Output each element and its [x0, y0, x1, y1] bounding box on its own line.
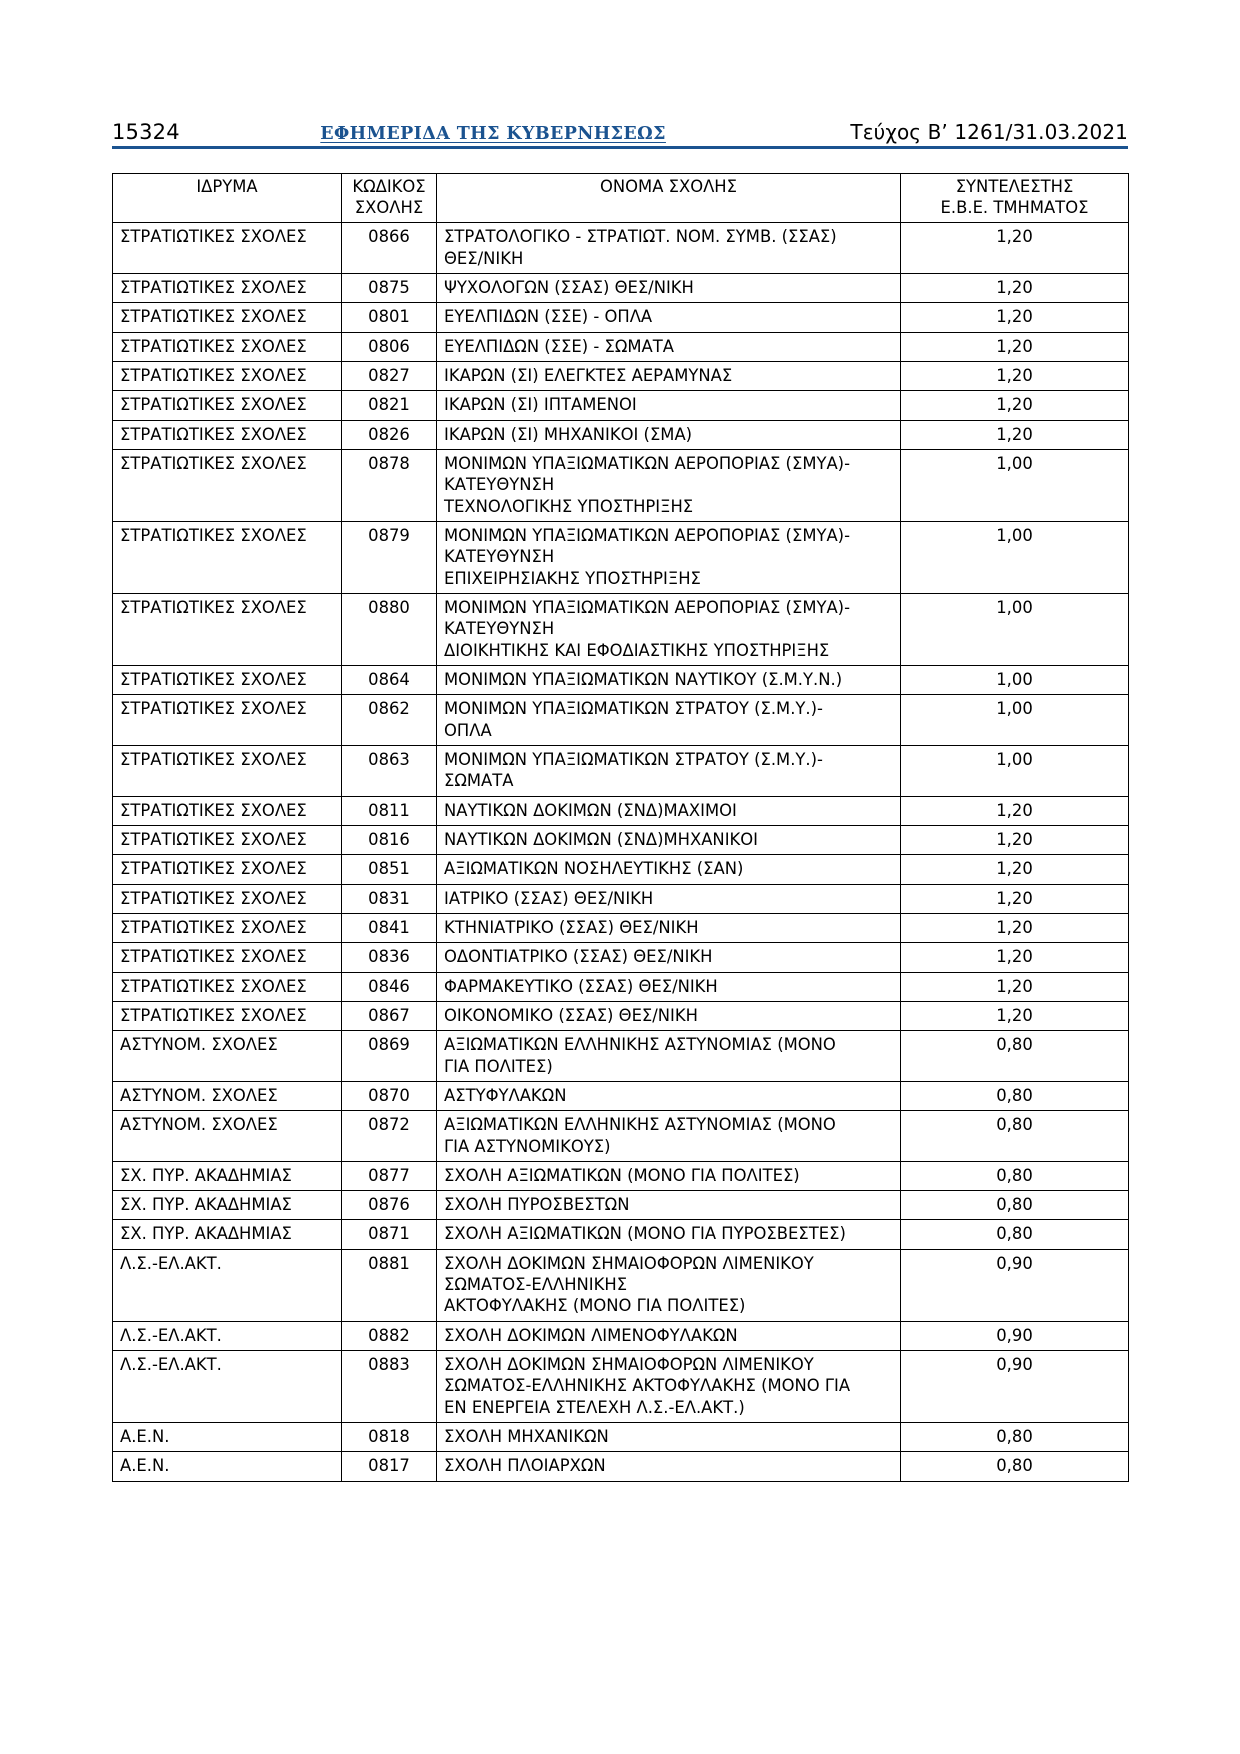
cell-school-code: 0816 — [342, 825, 437, 854]
table-header-row — [113, 174, 1129, 223]
cell-school-code: 0864 — [342, 665, 437, 694]
cell-school-name — [437, 972, 901, 1001]
cell-institution: ΣΤΡΑΤΙΩΤΙΚΕΣ ΣΧΟΛΕΣ — [113, 361, 342, 390]
table-row — [113, 521, 1129, 593]
cell-school-name-line: ΟΙΚΟΝΟΜΙΚΟ (ΣΣΑΣ) ΘΕΣ/ΝΙΚΗ — [444, 1005, 698, 1025]
cell-school-name-line: ΟΠΛΑ — [444, 720, 492, 740]
cell-school-code: 0876 — [342, 1191, 437, 1220]
cell-school-name-line: ΣΤΡΑΤΟΛΟΓΙΚΟ - ΣΤΡΑΤΙΩΤ. ΝΟΜ. ΣΥΜΒ. (ΣΣΑΣ) — [444, 227, 837, 247]
cell-institution: ΣΤΡΑΤΙΩΤΙΚΕΣ ΣΧΟΛΕΣ — [113, 913, 342, 942]
cell-institution: Α.Ε.Ν. — [113, 1423, 342, 1452]
cell-coefficient: 1,20 — [901, 332, 1129, 361]
table-row — [113, 1161, 1129, 1190]
cell-institution: ΣΤΡΑΤΙΩΤΙΚΕΣ ΣΧΟΛΕΣ — [113, 1001, 342, 1030]
schools-table — [112, 173, 1129, 1482]
table-row — [113, 223, 1129, 274]
cell-school-code: 0841 — [342, 913, 437, 942]
cell-school-name-line: ΚΑΤΕΥΘΥΝΣΗ — [444, 475, 555, 495]
column-header-school-code-line2: ΣΧΟΛΗΣ — [354, 197, 424, 217]
column-header-coefficient-line2: Ε.Β.Ε. ΤΜΗΜΑΤΟΣ — [940, 197, 1089, 217]
table-row — [113, 1321, 1129, 1350]
cell-coefficient: 1,20 — [901, 274, 1129, 303]
cell-school-name — [437, 796, 901, 825]
cell-school-name — [437, 593, 901, 665]
cell-institution: ΣΤΡΑΤΙΩΤΙΚΕΣ ΣΧΟΛΕΣ — [113, 825, 342, 854]
cell-school-name-line: ΙΚΑΡΩΝ (ΣΙ) ΜΗΧΑΝΙΚΟΙ (ΣΜΑ) — [444, 424, 693, 444]
cell-institution: ΣΤΡΑΤΙΩΤΙΚΕΣ ΣΧΟΛΕΣ — [113, 391, 342, 420]
cell-school-name-line: ΨΥΧΟΛΟΓΩΝ (ΣΣΑΣ) ΘΕΣ/ΝΙΚΗ — [444, 278, 694, 297]
table-row — [113, 1351, 1129, 1423]
cell-school-name-line: ΣΧΟΛΗ ΠΛΟΙΑΡΧΩΝ — [444, 1456, 606, 1476]
cell-school-name — [437, 1321, 901, 1350]
table-row — [113, 1081, 1129, 1110]
table-row — [113, 1220, 1129, 1249]
cell-school-code: 0867 — [342, 1001, 437, 1030]
cell-school-name — [437, 391, 901, 420]
cell-institution: ΑΣΤΥΝΟΜ. ΣΧΟΛΕΣ — [113, 1031, 342, 1082]
cell-school-code: 0880 — [342, 593, 437, 665]
cell-school-name-line: ΣΧΟΛΗ ΔΟΚΙΜΩΝ ΛΙΜΕΝΟΦΥΛΑΚΩΝ — [444, 1325, 738, 1345]
cell-school-name-line: ΝΑΥΤΙΚΩΝ ΔΟΚΙΜΩΝ (ΣΝΔ)ΜΑΧΙΜΟΙ — [444, 800, 737, 820]
cell-institution: Λ.Σ.-ΕΛ.ΑΚΤ. — [113, 1351, 342, 1423]
cell-school-name-line: ΔΙΟΙΚΗΤΙΚΗΣ ΚΑΙ ΕΦΟΔΙΑΣΤΙΚΗΣ ΥΠΟΣΤΗΡΙΞΗΣ — [444, 640, 830, 660]
table-row — [113, 913, 1129, 942]
cell-coefficient: 1,20 — [901, 825, 1129, 854]
cell-institution: ΣΤΡΑΤΙΩΤΙΚΕΣ ΣΧΟΛΕΣ — [113, 332, 342, 361]
cell-coefficient: 1,00 — [901, 695, 1129, 746]
cell-school-name-line: ΜΟΝΙΜΩΝ ΥΠΑΞΙΩΜΑΤΙΚΩΝ ΑΕΡΟΠΟΡΙΑΣ (ΣΜΥΑ)- — [444, 453, 850, 473]
cell-institution: ΣΤΡΑΤΙΩΤΙΚΕΣ ΣΧΟΛΕΣ — [113, 274, 342, 303]
cell-school-name — [437, 449, 901, 521]
cell-school-name-line: ΣΧΟΛΗ ΜΗΧΑΝΙΚΩΝ — [444, 1427, 609, 1447]
cell-coefficient: 1,20 — [901, 913, 1129, 942]
cell-school-name — [437, 274, 901, 303]
cell-school-code: 0883 — [342, 1351, 437, 1423]
cell-school-name-line: ΝΑΥΤΙΚΩΝ ΔΟΚΙΜΩΝ (ΣΝΔ)ΜΗΧΑΝΙΚΟΙ — [444, 829, 759, 849]
cell-school-name — [437, 1001, 901, 1030]
cell-school-name-line: ΑΞΙΩΜΑΤΙΚΩΝ ΕΛΛΗΝΙΚΗΣ ΑΣΤΥΝΟΜΙΑΣ (ΜΟΝΟ — [444, 1115, 836, 1135]
table-row — [113, 449, 1129, 521]
cell-institution: ΣΤΡΑΤΙΩΤΙΚΕΣ ΣΧΟΛΕΣ — [113, 449, 342, 521]
cell-school-name — [437, 665, 901, 694]
cell-school-name-line: ΑΣΤΥΦΥΛΑΚΩΝ — [444, 1085, 567, 1105]
cell-school-name — [437, 913, 901, 942]
cell-school-name — [437, 1031, 901, 1082]
cell-school-name — [437, 745, 901, 796]
cell-coefficient: 1,20 — [901, 1001, 1129, 1030]
cell-school-name — [437, 1249, 901, 1321]
cell-institution: ΣΤΡΑΤΙΩΤΙΚΕΣ ΣΧΟΛΕΣ — [113, 420, 342, 449]
cell-coefficient: 0,80 — [901, 1161, 1129, 1190]
cell-coefficient: 0,90 — [901, 1351, 1129, 1423]
cell-school-name — [437, 521, 901, 593]
cell-institution: ΣΤΡΑΤΙΩΤΙΚΕΣ ΣΧΟΛΕΣ — [113, 665, 342, 694]
cell-institution: Λ.Σ.-ΕΛ.ΑΚΤ. — [113, 1249, 342, 1321]
cell-institution: ΑΣΤΥΝΟΜ. ΣΧΟΛΕΣ — [113, 1081, 342, 1110]
cell-institution: ΣΤΡΑΤΙΩΤΙΚΕΣ ΣΧΟΛΕΣ — [113, 745, 342, 796]
cell-institution: ΣΤΡΑΤΙΩΤΙΚΕΣ ΣΧΟΛΕΣ — [113, 223, 342, 274]
cell-school-code: 0878 — [342, 449, 437, 521]
cell-coefficient: 1,20 — [901, 303, 1129, 332]
cell-school-name — [437, 361, 901, 390]
cell-institution: Λ.Σ.-ΕΛ.ΑΚΤ. — [113, 1321, 342, 1350]
cell-coefficient: 1,00 — [901, 521, 1129, 593]
cell-school-name-line: ΙΚΑΡΩΝ (ΣΙ) ΙΠΤΑΜΕΝΟΙ — [444, 395, 637, 415]
cell-coefficient: 1,00 — [901, 449, 1129, 521]
cell-coefficient: 0,90 — [901, 1321, 1129, 1350]
cell-school-code: 0862 — [342, 695, 437, 746]
table-row — [113, 274, 1129, 303]
cell-coefficient: 1,20 — [901, 796, 1129, 825]
cell-coefficient: 1,20 — [901, 420, 1129, 449]
cell-school-name — [437, 1423, 901, 1452]
table-row — [113, 884, 1129, 913]
cell-school-name-line: ΓΙΑ ΠΟΛΙΤΕΣ) — [444, 1056, 553, 1076]
cell-school-code: 0869 — [342, 1031, 437, 1082]
cell-coefficient: 0,80 — [901, 1191, 1129, 1220]
cell-coefficient: 0,80 — [901, 1031, 1129, 1082]
cell-school-name-line: ΟΔΟΝΤΙΑΤΡΙΚΟ (ΣΣΑΣ) ΘΕΣ/ΝΙΚΗ — [444, 947, 713, 967]
cell-school-name-line: ΣΧΟΛΗ ΑΞΙΩΜΑΤΙΚΩΝ (ΜΟΝΟ ΓΙΑ ΠΥΡΟΣΒΕΣΤΕΣ) — [444, 1224, 846, 1244]
cell-school-name-line: ΜΟΝΙΜΩΝ ΥΠΑΞΙΩΜΑΤΙΚΩΝ ΑΕΡΟΠΟΡΙΑΣ (ΣΜΥΑ)- — [444, 597, 850, 617]
cell-school-code: 0871 — [342, 1220, 437, 1249]
cell-school-name-line: ΚΑΤΕΥΘΥΝΣΗ — [444, 619, 555, 639]
cell-institution: ΣΧ. ΠΥΡ. ΑΚΑΔΗΜΙΑΣ — [113, 1220, 342, 1249]
column-header-coefficient-line1: ΣΥΝΤΕΛΕΣΤΗΣ — [955, 177, 1074, 196]
table-row — [113, 796, 1129, 825]
cell-institution: ΣΤΡΑΤΙΩΤΙΚΕΣ ΣΧΟΛΕΣ — [113, 796, 342, 825]
cell-school-code: 0818 — [342, 1423, 437, 1452]
cell-school-code: 0846 — [342, 972, 437, 1001]
table-row — [113, 1111, 1129, 1162]
cell-school-code: 0836 — [342, 943, 437, 972]
table-row — [113, 695, 1129, 746]
table-head — [113, 174, 1129, 223]
table-row — [113, 420, 1129, 449]
cell-coefficient: 1,00 — [901, 745, 1129, 796]
cell-school-name — [437, 855, 901, 884]
cell-school-code: 0872 — [342, 1111, 437, 1162]
cell-school-name-line: ΚΑΤΕΥΘΥΝΣΗ — [444, 547, 555, 567]
cell-school-name — [437, 695, 901, 746]
cell-school-name — [437, 420, 901, 449]
cell-institution: ΣΤΡΑΤΙΩΤΙΚΕΣ ΣΧΟΛΕΣ — [113, 593, 342, 665]
cell-school-name — [437, 884, 901, 913]
cell-school-name — [437, 1081, 901, 1110]
header-rule — [112, 146, 1128, 149]
table-body — [113, 223, 1129, 1481]
cell-school-code: 0863 — [342, 745, 437, 796]
cell-school-name-line: ΜΟΝΙΜΩΝ ΥΠΑΞΙΩΜΑΤΙΚΩΝ ΣΤΡΑΤΟΥ (Σ.Μ.Υ.)- — [444, 749, 823, 769]
column-header-coefficient — [901, 174, 1129, 223]
cell-school-name — [437, 332, 901, 361]
cell-school-code: 0801 — [342, 303, 437, 332]
table-row — [113, 303, 1129, 332]
cell-school-name-line: ΜΟΝΙΜΩΝ ΥΠΑΞΙΩΜΑΤΙΚΩΝ ΝΑΥΤΙΚΟΥ (Σ.Μ.Υ.Ν.) — [444, 669, 843, 689]
table-row — [113, 361, 1129, 390]
cell-school-name-line: ΤΕΧΝΟΛΟΓΙΚΗΣ ΥΠΟΣΤΗΡΙΞΗΣ — [444, 496, 694, 516]
cell-school-name-line: ΣΧΟΛΗ ΑΞΙΩΜΑΤΙΚΩΝ (ΜΟΝΟ ΓΙΑ ΠΟΛΙΤΕΣ) — [444, 1165, 800, 1185]
table-row — [113, 1031, 1129, 1082]
column-header-institution: ΙΔΡΥΜΑ — [113, 174, 342, 223]
table-row — [113, 825, 1129, 854]
cell-school-code: 0831 — [342, 884, 437, 913]
cell-school-name-line: ΕΝ ΕΝΕΡΓΕΙΑ ΣΤΕΛΕΧΗ Λ.Σ.-ΕΛ.ΑΚΤ.) — [444, 1397, 745, 1417]
cell-school-code: 0875 — [342, 274, 437, 303]
table-row — [113, 332, 1129, 361]
column-header-school-name: ΟΝΟΜΑ ΣΧΟΛΗΣ — [437, 174, 901, 223]
cell-school-name — [437, 1220, 901, 1249]
cell-school-name-line: ΑΚΤΟΦΥΛΑΚΗΣ (ΜΟΝΟ ΓΙΑ ΠΟΛΙΤΕΣ) — [444, 1296, 746, 1316]
cell-coefficient: 1,20 — [901, 361, 1129, 390]
cell-institution: ΣΤΡΑΤΙΩΤΙΚΕΣ ΣΧΟΛΕΣ — [113, 855, 342, 884]
cell-school-name-line: ΣΧΟΛΗ ΔΟΚΙΜΩΝ ΣΗΜΑΙΟΦΟΡΩΝ ΛΙΜΕΝΙΚΟΥ — [444, 1253, 814, 1273]
cell-school-name-line: ΣΧΟΛΗ ΔΟΚΙΜΩΝ ΣΗΜΑΙΟΦΟΡΩΝ ΛΙΜΕΝΙΚΟΥ — [444, 1355, 814, 1375]
cell-school-name-line: ΓΙΑ ΑΣΤΥΝΟΜΙΚΟΥΣ) — [444, 1136, 611, 1156]
table-row — [113, 855, 1129, 884]
cell-coefficient: 1,20 — [901, 391, 1129, 420]
cell-school-name-line: ΘΕΣ/ΝΙΚΗ — [444, 248, 524, 268]
cell-institution: ΣΤΡΑΤΙΩΤΙΚΕΣ ΣΧΟΛΕΣ — [113, 303, 342, 332]
cell-school-code: 0821 — [342, 391, 437, 420]
cell-coefficient: 0,80 — [901, 1111, 1129, 1162]
cell-coefficient: 0,80 — [901, 1423, 1129, 1452]
cell-coefficient: 0,80 — [901, 1452, 1129, 1481]
cell-school-name-line: ΕΠΙΧΕΙΡΗΣΙΑΚΗΣ ΥΠΟΣΤΗΡΙΞΗΣ — [444, 568, 701, 588]
cell-school-name — [437, 1191, 901, 1220]
cell-coefficient: 1,20 — [901, 855, 1129, 884]
cell-school-name-line: ΙΚΑΡΩΝ (ΣΙ) ΕΛΕΓΚΤΕΣ ΑΕΡΑΜΥΝΑΣ — [444, 365, 733, 385]
cell-school-code: 0811 — [342, 796, 437, 825]
cell-institution: ΣΤΡΑΤΙΩΤΙΚΕΣ ΣΧΟΛΕΣ — [113, 695, 342, 746]
cell-coefficient: 1,20 — [901, 943, 1129, 972]
schools-table-container — [112, 173, 1128, 1482]
cell-school-name-line: ΚΤΗΝΙΑΤΡΙΚΟ (ΣΣΑΣ) ΘΕΣ/ΝΙΚΗ — [444, 917, 699, 937]
table-row — [113, 745, 1129, 796]
cell-school-code: 0882 — [342, 1321, 437, 1350]
cell-institution: ΣΤΡΑΤΙΩΤΙΚΕΣ ΣΧΟΛΕΣ — [113, 521, 342, 593]
cell-coefficient: 1,00 — [901, 665, 1129, 694]
cell-coefficient: 0,80 — [901, 1220, 1129, 1249]
cell-school-name-line: ΣΩΜΑΤΟΣ-ΕΛΛΗΝΙΚΗΣ — [444, 1275, 628, 1295]
cell-school-code: 0866 — [342, 223, 437, 274]
cell-institution: Α.Ε.Ν. — [113, 1452, 342, 1481]
cell-institution: ΣΤΡΑΤΙΩΤΙΚΕΣ ΣΧΟΛΕΣ — [113, 884, 342, 913]
table-row — [113, 665, 1129, 694]
cell-school-name — [437, 825, 901, 854]
cell-school-name-line: ΣΩΜΑΤΑ — [444, 771, 514, 791]
cell-school-name-line: ΕΥΕΛΠΙΔΩΝ (ΣΣΕ) - ΟΠΛΑ — [444, 307, 653, 327]
table-row — [113, 1423, 1129, 1452]
cell-school-name — [437, 223, 901, 274]
cell-school-name — [437, 303, 901, 332]
cell-school-name-line: ΣΩΜΑΤΟΣ-ΕΛΛΗΝΙΚΗΣ ΑΚΤΟΦΥΛΑΚΗΣ (ΜΟΝΟ ΓΙΑ — [444, 1376, 851, 1396]
cell-coefficient: 1,00 — [901, 593, 1129, 665]
cell-school-name-line: ΜΟΝΙΜΩΝ ΥΠΑΞΙΩΜΑΤΙΚΩΝ ΑΕΡΟΠΟΡΙΑΣ (ΣΜΥΑ)- — [444, 525, 850, 545]
cell-school-code: 0870 — [342, 1081, 437, 1110]
cell-coefficient: 1,20 — [901, 223, 1129, 274]
cell-institution: ΣΧ. ΠΥΡ. ΑΚΑΔΗΜΙΑΣ — [113, 1191, 342, 1220]
cell-school-code: 0827 — [342, 361, 437, 390]
cell-school-name — [437, 1111, 901, 1162]
cell-school-name — [437, 1351, 901, 1423]
table-row — [113, 391, 1129, 420]
table-row — [113, 943, 1129, 972]
table-row — [113, 1001, 1129, 1030]
table-row — [113, 972, 1129, 1001]
table-row — [113, 1452, 1129, 1481]
cell-school-code: 0806 — [342, 332, 437, 361]
cell-school-code: 0817 — [342, 1452, 437, 1481]
cell-school-name-line: ΣΧΟΛΗ ΠΥΡΟΣΒΕΣΤΩΝ — [444, 1195, 630, 1215]
cell-school-name — [437, 1161, 901, 1190]
table-row — [113, 593, 1129, 665]
cell-school-name-line: ΑΞΙΩΜΑΤΙΚΩΝ ΝΟΣΗΛΕΥΤΙΚΗΣ (ΣΑΝ) — [444, 859, 744, 879]
issue-info: Τεύχος Β’ 1261/31.03.2021 — [850, 120, 1128, 144]
cell-coefficient: 1,20 — [901, 884, 1129, 913]
cell-institution: ΣΤΡΑΤΙΩΤΙΚΕΣ ΣΧΟΛΕΣ — [113, 943, 342, 972]
cell-institution: ΣΤΡΑΤΙΩΤΙΚΕΣ ΣΧΟΛΕΣ — [113, 972, 342, 1001]
table-row — [113, 1191, 1129, 1220]
cell-school-name-line: ΕΥΕΛΠΙΔΩΝ (ΣΣΕ) - ΣΩΜΑΤΑ — [444, 336, 674, 356]
cell-school-name-line: ΑΞΙΩΜΑΤΙΚΩΝ ΕΛΛΗΝΙΚΗΣ ΑΣΤΥΝΟΜΙΑΣ (ΜΟΝΟ — [444, 1035, 836, 1055]
gazette-title: ΕΦΗΜΕΡΙΔΑ ΤΗΣ ΚΥΒΕΡΝΗΣΕΩΣ — [320, 124, 666, 144]
cell-school-name-line: ΦΑΡΜΑΚΕΥΤΙΚΟ (ΣΣΑΣ) ΘΕΣ/ΝΙΚΗ — [444, 976, 718, 996]
cell-institution: ΑΣΤΥΝΟΜ. ΣΧΟΛΕΣ — [113, 1111, 342, 1162]
cell-school-code: 0877 — [342, 1161, 437, 1190]
cell-school-name-line: ΜΟΝΙΜΩΝ ΥΠΑΞΙΩΜΑΤΙΚΩΝ ΣΤΡΑΤΟΥ (Σ.Μ.Υ.)- — [444, 699, 823, 719]
page-number: 15324 — [112, 120, 180, 144]
running-header — [112, 100, 1128, 144]
cell-school-name — [437, 1452, 901, 1481]
cell-school-name — [437, 943, 901, 972]
cell-coefficient: 0,80 — [901, 1081, 1129, 1110]
table-row — [113, 1249, 1129, 1321]
cell-school-code: 0826 — [342, 420, 437, 449]
column-header-school-code-line1: ΚΩΔΙΚΟΣ — [352, 177, 426, 196]
column-header-school-code — [342, 174, 437, 223]
cell-coefficient: 1,20 — [901, 972, 1129, 1001]
cell-school-code: 0879 — [342, 521, 437, 593]
cell-school-code: 0851 — [342, 855, 437, 884]
cell-school-name-line: ΙΑΤΡΙΚΟ (ΣΣΑΣ) ΘΕΣ/ΝΙΚΗ — [444, 888, 654, 908]
cell-school-code: 0881 — [342, 1249, 437, 1321]
cell-institution: ΣΧ. ΠΥΡ. ΑΚΑΔΗΜΙΑΣ — [113, 1161, 342, 1190]
cell-coefficient: 0,90 — [901, 1249, 1129, 1321]
